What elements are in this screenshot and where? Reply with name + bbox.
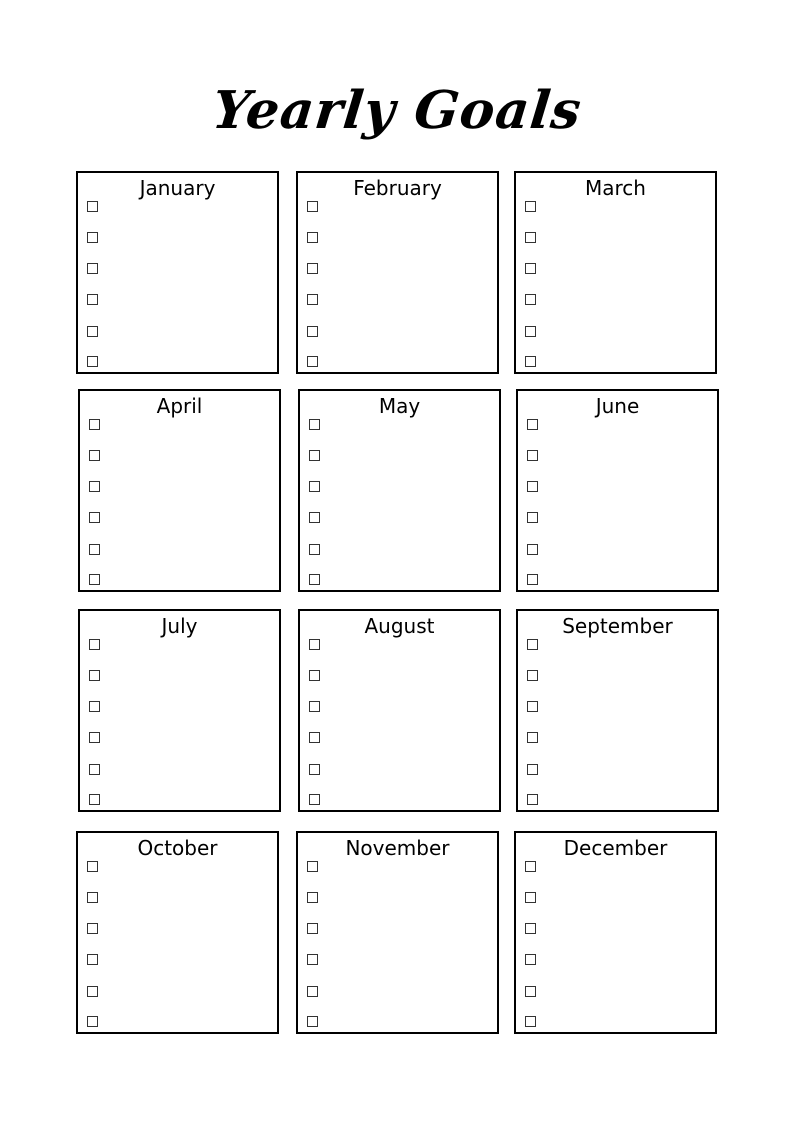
goal-checkbox[interactable] xyxy=(307,263,318,274)
goal-checkbox[interactable] xyxy=(525,1016,536,1027)
goal-checkbox[interactable] xyxy=(87,356,98,367)
month-box-february xyxy=(296,171,499,374)
goal-checkbox[interactable] xyxy=(87,861,98,872)
goal-checkbox[interactable] xyxy=(89,732,100,743)
goal-checkbox[interactable] xyxy=(87,263,98,274)
page-title: Yearly Goals xyxy=(209,80,585,141)
month-label: March xyxy=(585,176,646,200)
goal-checkbox[interactable] xyxy=(309,670,320,681)
goal-checkbox[interactable] xyxy=(527,670,538,681)
goal-checkbox[interactable] xyxy=(307,356,318,367)
goal-checkbox[interactable] xyxy=(307,923,318,934)
month-label: November xyxy=(345,836,450,860)
goal-checkbox[interactable] xyxy=(307,1016,318,1027)
goal-checkbox[interactable] xyxy=(87,986,98,997)
goal-checkbox[interactable] xyxy=(309,701,320,712)
goal-checkbox[interactable] xyxy=(87,201,98,212)
goal-checkbox[interactable] xyxy=(307,986,318,997)
goal-checkbox[interactable] xyxy=(89,481,100,492)
goal-checkbox[interactable] xyxy=(309,512,320,523)
goal-checkbox[interactable] xyxy=(309,732,320,743)
goal-checkbox[interactable] xyxy=(307,892,318,903)
goal-checkbox[interactable] xyxy=(525,294,536,305)
goal-checkbox[interactable] xyxy=(525,356,536,367)
goal-checkbox[interactable] xyxy=(89,670,100,681)
goal-checkbox[interactable] xyxy=(525,326,536,337)
goal-checkbox[interactable] xyxy=(525,954,536,965)
goal-checkbox[interactable] xyxy=(309,544,320,555)
goal-checkbox[interactable] xyxy=(89,701,100,712)
goal-checkbox[interactable] xyxy=(309,481,320,492)
month-label: October xyxy=(137,836,218,860)
goal-checkbox[interactable] xyxy=(89,574,100,585)
goal-checkbox[interactable] xyxy=(527,639,538,650)
goal-checkbox[interactable] xyxy=(89,794,100,805)
month-box-june xyxy=(516,389,719,592)
month-label: August xyxy=(364,614,435,638)
month-box-september xyxy=(516,609,719,812)
goal-checkbox[interactable] xyxy=(87,232,98,243)
goal-checkbox[interactable] xyxy=(87,1016,98,1027)
goal-checkbox[interactable] xyxy=(309,574,320,585)
goal-checkbox[interactable] xyxy=(87,923,98,934)
month-box-july xyxy=(78,609,281,812)
goal-checkbox[interactable] xyxy=(527,481,538,492)
goal-checkbox[interactable] xyxy=(89,639,100,650)
goal-checkbox[interactable] xyxy=(309,450,320,461)
month-label: April xyxy=(156,394,203,418)
month-box-december xyxy=(514,831,717,1034)
goal-checkbox[interactable] xyxy=(527,574,538,585)
goal-checkbox[interactable] xyxy=(525,263,536,274)
month-label: December xyxy=(563,836,668,860)
goal-checkbox[interactable] xyxy=(87,892,98,903)
goal-checkbox[interactable] xyxy=(525,861,536,872)
goal-checkbox[interactable] xyxy=(89,512,100,523)
month-box-may xyxy=(298,389,501,592)
goal-checkbox[interactable] xyxy=(527,544,538,555)
goal-checkbox[interactable] xyxy=(307,201,318,212)
goal-checkbox[interactable] xyxy=(87,326,98,337)
month-label: June xyxy=(595,394,640,418)
goal-checkbox[interactable] xyxy=(309,764,320,775)
goal-checkbox[interactable] xyxy=(525,201,536,212)
goal-checkbox[interactable] xyxy=(307,861,318,872)
month-label: May xyxy=(378,394,421,418)
month-box-march xyxy=(514,171,717,374)
month-label: February xyxy=(353,176,442,200)
goal-checkbox[interactable] xyxy=(309,419,320,430)
goal-checkbox[interactable] xyxy=(87,294,98,305)
goal-checkbox[interactable] xyxy=(525,892,536,903)
goal-checkbox[interactable] xyxy=(527,794,538,805)
goal-checkbox[interactable] xyxy=(527,701,538,712)
month-label: January xyxy=(139,176,216,200)
goal-checkbox[interactable] xyxy=(89,419,100,430)
month-label: July xyxy=(161,614,198,638)
month-box-april xyxy=(78,389,281,592)
goal-checkbox[interactable] xyxy=(307,954,318,965)
month-box-october xyxy=(76,831,279,1034)
goal-checkbox[interactable] xyxy=(527,732,538,743)
goal-checkbox[interactable] xyxy=(527,419,538,430)
goal-checkbox[interactable] xyxy=(527,512,538,523)
month-box-january xyxy=(76,171,279,374)
goal-checkbox[interactable] xyxy=(309,794,320,805)
goal-checkbox[interactable] xyxy=(307,294,318,305)
goal-checkbox[interactable] xyxy=(525,923,536,934)
month-box-august xyxy=(298,609,501,812)
goal-checkbox[interactable] xyxy=(525,986,536,997)
goal-checkbox[interactable] xyxy=(307,326,318,337)
goal-checkbox[interactable] xyxy=(309,639,320,650)
goal-checkbox[interactable] xyxy=(525,232,536,243)
goal-checkbox[interactable] xyxy=(89,544,100,555)
goal-checkbox[interactable] xyxy=(87,954,98,965)
goal-checkbox[interactable] xyxy=(307,232,318,243)
goal-checkbox[interactable] xyxy=(89,764,100,775)
goal-checkbox[interactable] xyxy=(527,764,538,775)
month-label: September xyxy=(562,614,673,638)
goal-checkbox[interactable] xyxy=(89,450,100,461)
goal-checkbox[interactable] xyxy=(527,450,538,461)
month-box-november xyxy=(296,831,499,1034)
